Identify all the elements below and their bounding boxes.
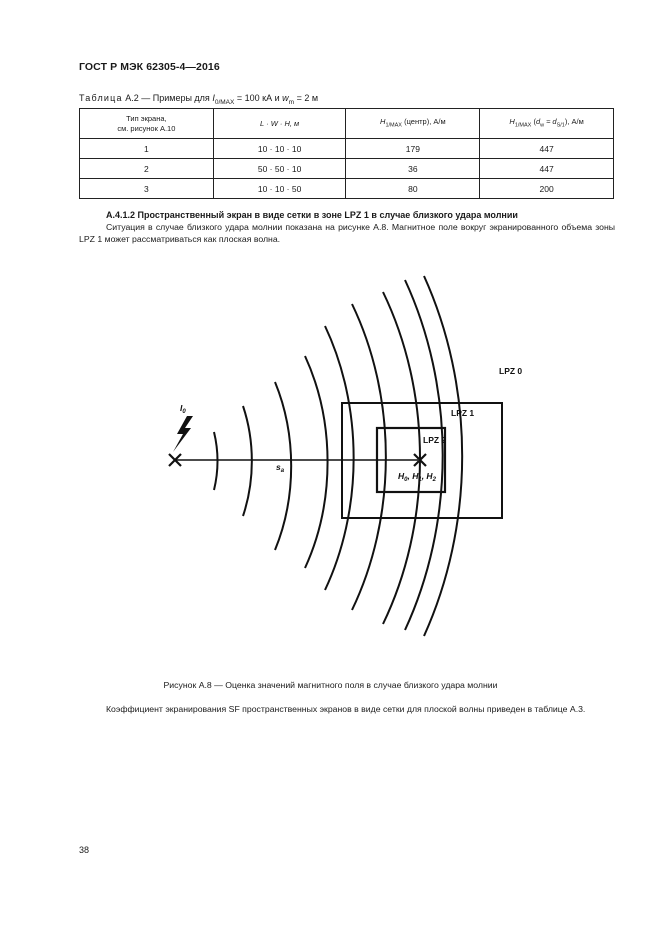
label-fields-sub0: 0 xyxy=(404,477,408,483)
header-h-center xyxy=(346,109,480,139)
header-h-edge-approx: ≈ xyxy=(546,116,551,126)
wave-arc xyxy=(325,326,354,590)
label-lpz0: LPZ 0 xyxy=(499,366,523,376)
closing-paragraph: Коэффициент экранирования SF пространственных экранов в виде сетки для плоской волны приведен в таблице A.3. xyxy=(106,704,586,714)
header-screen-type-line1: Тип экрана, xyxy=(126,113,167,123)
wave-arc xyxy=(243,406,252,516)
label-fields xyxy=(398,471,437,483)
cell-center: 36 xyxy=(346,159,480,179)
examples-table xyxy=(79,108,614,199)
header-screen-type xyxy=(80,109,214,139)
header-h-edge-sub: 1/MAX xyxy=(514,122,532,129)
header-h-edge xyxy=(480,109,614,139)
header-h-edge-dw: d xyxy=(535,116,541,126)
cell-edge: 447 xyxy=(480,159,614,179)
table-caption-text: — Примеры для xyxy=(141,93,210,103)
section-paragraph: Ситуация в случае близкого удара молнии показана на рисунке A.8. Магнитное поле вокруг экранированного объема зоны LPZ 1 может рассматриваться как плоская волна. xyxy=(79,222,615,244)
label-lpz1: LPZ 1 xyxy=(451,408,475,418)
document-header: ГОСТ Р МЭК 62305-4—2016 xyxy=(79,61,220,73)
header-h-edge-paren-open: ( xyxy=(533,116,536,126)
cell-edge: 447 xyxy=(480,139,614,159)
header-h-center-var: H xyxy=(380,116,386,126)
label-fields-sep1: , H xyxy=(407,471,419,481)
header-h-edge-var: H xyxy=(509,116,515,126)
label-distance-sub: a xyxy=(280,468,285,474)
cell-edge: 200 xyxy=(480,179,614,199)
label-fields-h0: H xyxy=(398,471,405,481)
table-caption-number: A.2 xyxy=(125,93,139,103)
cell-center: 179 xyxy=(346,139,480,159)
wave-arc xyxy=(352,304,386,610)
table-caption-label: Таблица xyxy=(79,93,123,103)
cell-center: 80 xyxy=(346,179,480,199)
label-fields-sep2: , H xyxy=(421,471,433,481)
table-caption-value2: = 2 м xyxy=(296,93,319,103)
label-current-sub: 0 xyxy=(182,409,186,415)
table-caption xyxy=(79,93,318,106)
header-h-edge-paren-close: ), А/м xyxy=(564,116,584,126)
table-caption-sub: 0/MAX xyxy=(214,98,235,106)
cell-dims: 10 · 10 · 10 xyxy=(213,139,346,159)
table-header-row xyxy=(80,109,614,139)
label-distance xyxy=(276,462,285,474)
cell-type: 1 xyxy=(80,139,214,159)
table-caption-var2: w xyxy=(282,93,289,103)
table-row xyxy=(80,139,614,159)
table-row xyxy=(80,179,614,199)
header-h-edge-ds-sub: S/1 xyxy=(556,122,565,129)
cell-dims: 50 · 50 · 10 xyxy=(213,159,346,179)
table-caption-var: I xyxy=(212,93,215,103)
header-dimensions xyxy=(213,109,346,139)
header-h-center-rest: (центр), А/м xyxy=(404,116,446,126)
cell-type: 3 xyxy=(80,179,214,199)
figure-caption: Рисунок A.8 — Оценка значений магнитного поля в случае близкого удара молнии xyxy=(163,680,498,690)
label-fields-sub1: 1 xyxy=(418,477,422,483)
table-caption-value: = 100 кА и xyxy=(236,93,280,103)
page-number: 38 xyxy=(79,845,90,855)
wave-arc xyxy=(214,432,217,490)
header-screen-type-line2: см. рисунок A.10 xyxy=(117,123,176,133)
section-heading: A.4.1.2 Пространственный экран в виде сетки в зоне LPZ 1 в случае близкого удара молнии xyxy=(106,210,518,220)
header-h-center-sub: 1/MAX xyxy=(385,122,402,129)
wave-arc xyxy=(305,356,328,568)
header-h-edge-ds: d xyxy=(552,116,557,126)
label-lpz2: LPZ 2 xyxy=(423,435,447,445)
label-fields-sub2: 2 xyxy=(432,477,436,483)
cell-dims: 10 · 10 · 50 xyxy=(213,179,346,199)
header-dimensions-text: L · W · H, м xyxy=(260,118,300,128)
table-caption-sub2: m xyxy=(288,98,295,106)
label-distance-var: s xyxy=(276,462,281,472)
wave-arc xyxy=(383,292,420,624)
table-row xyxy=(80,159,614,179)
label-current-var: I xyxy=(180,403,183,413)
header-h-edge-dw-sub: w xyxy=(540,122,545,129)
label-current xyxy=(180,403,186,415)
lightning-bolt-icon xyxy=(173,416,193,452)
cell-type: 2 xyxy=(80,159,214,179)
figure-a8-diagram xyxy=(79,268,619,638)
